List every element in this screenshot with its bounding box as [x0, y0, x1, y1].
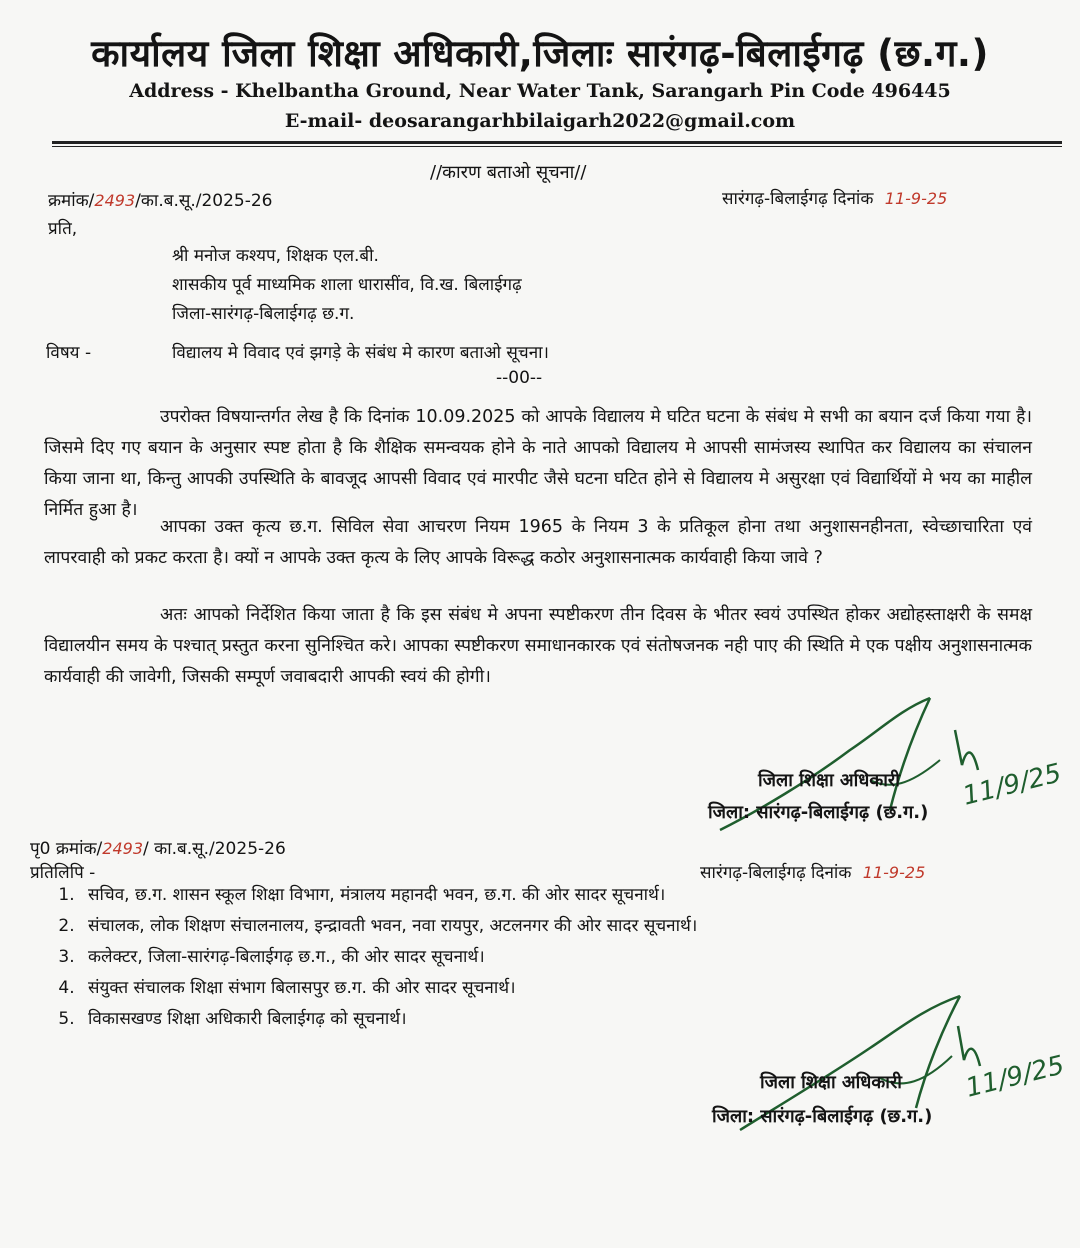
- body-paragraph-2-text: आपका उक्त कृत्य छ.ग. सिविल सेवा आचरण नियम 1965 के नियम 3 के प्रतिकूल होना तथा अनुशासनहीनता, स्वेच्छाचारिता एवं लापरवाही को प्रकट करता है। क्यों न आपके उक्त कृत्य के लिए आपके विरूद्ध कठोर अनुशासनात्मक कार्यवाही किया जावे ?: [44, 517, 1032, 568]
- date-handwritten: 11-9-25: [884, 189, 948, 208]
- signature-2-date-mark: 11/9/25: [962, 1050, 1068, 1104]
- copy-item-2: 2. संचालक, लोक शिक्षण संचालनालय, इन्द्रावती भवन, नवा रायपुर, अटलनगर की ओर सादर सूचनार्थ।: [80, 911, 697, 942]
- separator: --00--: [496, 368, 543, 388]
- body-paragraph-3-text: अतः आपको निर्देशित किया जाता है कि इस संबंध मे अपना स्पष्टीकरण तीन दिवस के भीतर स्वयं उपस्थित होकर अद्योहस्ताक्षरी के समक्ष विद्यालयीन समय के पश्चात् प्रस्तुत करना सुनिश्चित करे। आपका स्पष्टीकरण समाधानकारक एवं संतोषजनक नही पाए की स्थिति मे एक पक्षीय अनुशासनात्मक कार्यवाही की जावेगी, जिसकी सम्पूर्ण जवाबदारी आपकी स्वयं की होगी।: [44, 605, 1032, 687]
- body-paragraph-3: [44, 600, 1032, 693]
- endorsement-number-handwritten: 2493: [102, 839, 144, 858]
- endorsement-place-date-label: सारंगढ़-बिलाईगढ़ दिनांक: [700, 863, 852, 883]
- copy-item-1: 1. सचिव, छ.ग. शासन स्कूल शिक्षा विभाग, मंत्रालय महानदी भवन, छ.ग. की ओर सादर सूचनार्थ।: [80, 880, 697, 911]
- body-paragraph-1-text: उपरोक्त विषयान्तर्गत लेख है कि दिनांक 10.09.2025 को आपके विद्यालय मे घटित घटना के संबंध मे सभी का बयान दर्ज किया गया है। जिसमे दिए गए बयान के अनुसार स्पष्ट होता है कि शैक्षिक समन्वयक होने के नाते आपको विद्यालय मे आपसी सामंजस्य स्थापित कर विद्यालय का संचालन किया जाना था, किन्तु आपकी उपस्थिति के बावजूद आपसी विवाद एवं मारपीट जैसे घटना घटित होने से विद्यालय मे असुरक्षा एवं विद्यार्थियों मे भय का माहील निर्मित हुआ है।: [44, 407, 1032, 520]
- ref-number-handwritten: 2493: [94, 191, 136, 210]
- signature-2-designation: जिला शिक्षा अधिकारी: [760, 1072, 902, 1093]
- endorsement-place-date: [700, 860, 925, 883]
- subject-label: विषय -: [46, 343, 92, 363]
- signature-1-designation: जिला शिक्षा अधिकारी: [758, 770, 900, 791]
- notice-title: //कारण बताओ सूचना//: [430, 162, 587, 183]
- to-label: प्रति,: [48, 219, 78, 239]
- subject-text: विद्यालय मे विवाद एवं झगड़े के संबंध मे कारण बताओ सूचना।: [172, 343, 550, 363]
- body-paragraph-2: [44, 512, 1032, 574]
- copy-label: प्रतिलिपि -: [30, 863, 96, 883]
- body-paragraph-1: [44, 402, 1032, 526]
- office-address: Address - Khelbantha Ground, Near Water Tank, Sarangarh Pin Code 496445: [129, 80, 951, 102]
- place-date: [722, 186, 947, 209]
- signature-1-district: जिला: सारंगढ़-बिलाईगढ़ (छ.ग.): [708, 802, 929, 823]
- copy-item-5: 5. विकासखण्ड शिक्षा अधिकारी बिलाईगढ़ को सूचनार्थ।: [80, 1004, 697, 1035]
- signature-2-district: जिला: सारंगढ़-बिलाईगढ़ (छ.ग.): [712, 1106, 933, 1127]
- recipient-name: श्री मनोज कश्यप, शिक्षक एल.बी.: [172, 246, 379, 266]
- office-title: कार्यालय जिला शिक्षा अधिकारी,जिलाः सारंगढ़-बिलाईगढ़ (छ.ग.): [91, 32, 989, 75]
- reference-number: [48, 188, 273, 211]
- ref-prefix: क्रमांक/: [48, 191, 95, 211]
- recipient-school: शासकीय पूर्व माध्यमिक शाला धारासींव, वि.ख. बिलाईगढ़: [172, 275, 522, 295]
- signature-1-date-mark: 11/9/25: [959, 758, 1065, 812]
- recipient-district: जिला-सारंगढ़-बिलाईगढ़ छ.ग.: [172, 304, 355, 324]
- copy-list: [40, 880, 697, 1035]
- endorsement-prefix: पृ0 क्रमांक/: [30, 839, 103, 859]
- office-email: E-mail- deosarangarhbilaigarh2022@gmail.com: [284, 110, 796, 132]
- place-date-label: सारंगढ़-बिलाईगढ़ दिनांक: [722, 189, 874, 209]
- copy-item-4: 4. संयुक्त संचालक शिक्षा संभाग बिलासपुर छ.ग. की ओर सादर सूचनार्थ।: [80, 973, 697, 1004]
- header-divider-thick: [52, 141, 1062, 144]
- endorsement-date-handwritten: 11-9-25: [862, 863, 926, 882]
- endorsement-number: [30, 836, 286, 859]
- header-divider-thin: [52, 146, 1062, 147]
- endorsement-suffix: / का.ब.सू./2025-26: [143, 839, 286, 859]
- ref-suffix: /का.ब.सू./2025-26: [135, 191, 273, 211]
- copy-item-3: 3. कलेक्टर, जिला-सारंगढ़-बिलाईगढ़ छ.ग., की ओर सादर सूचनार्थ।: [80, 942, 697, 973]
